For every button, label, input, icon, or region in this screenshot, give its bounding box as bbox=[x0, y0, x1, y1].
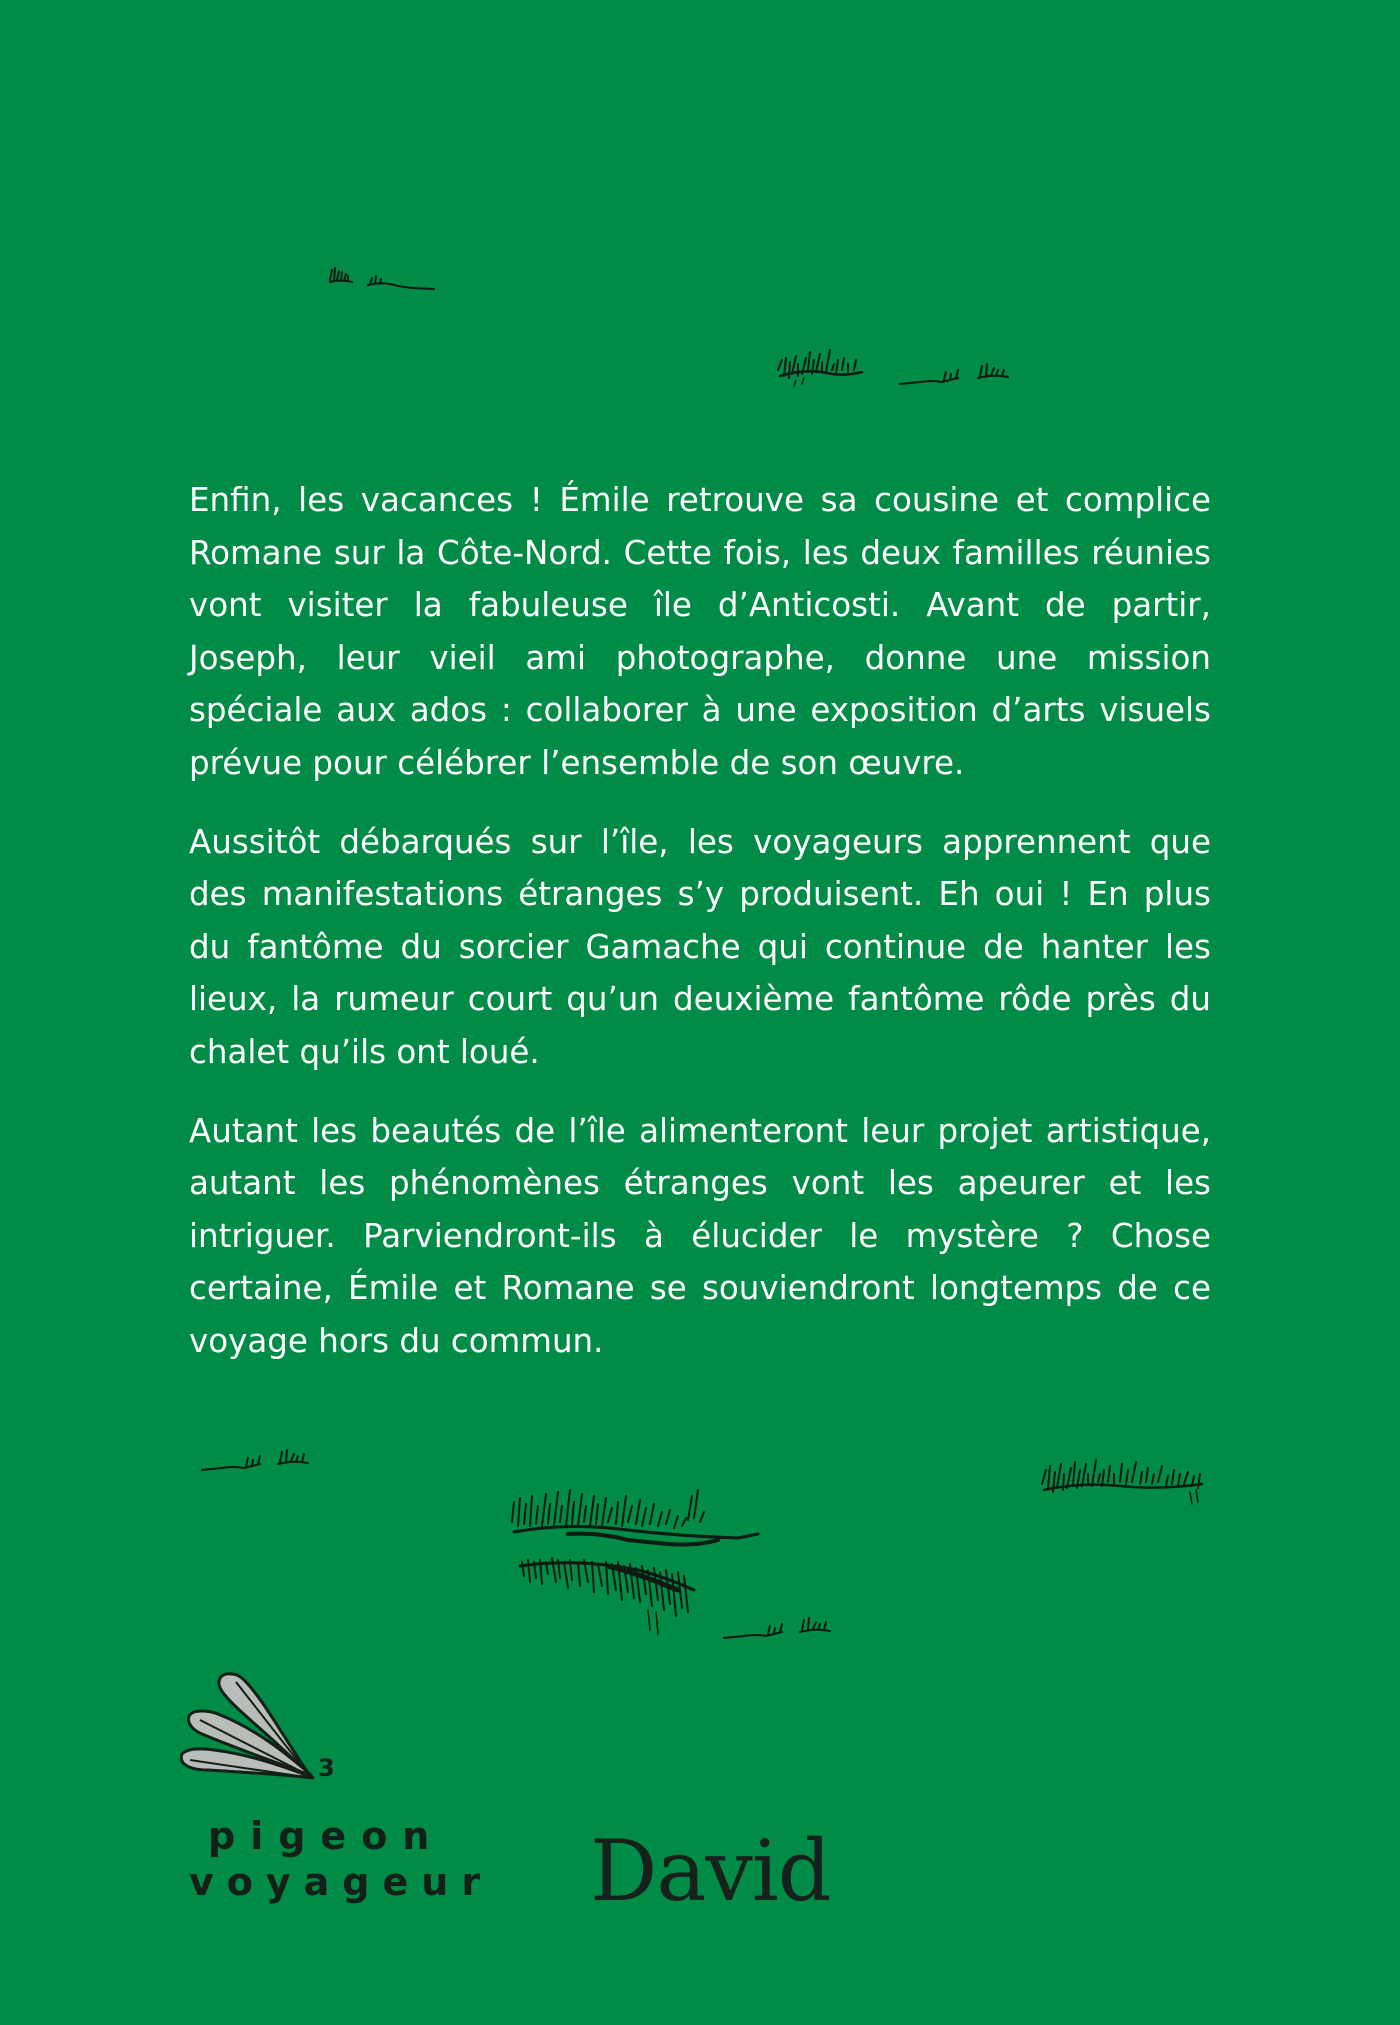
three-feathers-icon bbox=[180, 1668, 340, 1788]
blurb-text bbox=[189, 474, 1211, 1394]
grass-sketch-icon bbox=[328, 262, 448, 298]
blurb-paragraph: Autant les beautés de l’île alimenteront leur projet artistique, autant les phénomènes étranges vont les apeurer et les intriguer. Parviendront-ils à élucider le mystère ? Chose certaine, Émile et Romane se souviendront longtemps de ce voyage hors du commun. bbox=[189, 1111, 1211, 1360]
grass-sketch-icon bbox=[200, 1444, 312, 1476]
grass-sketch-icon bbox=[1040, 1452, 1208, 1524]
blurb-paragraph: Aussitôt débarqués sur l’île, les voyageurs apprennent que des manifestations étranges s’y produisent. Eh oui ! En plus du fantôme du sorcier Gamache qui continue de hanter les lieux, la rumeur court qu’un deuxième fantôme rôde près du chalet qu’ils ont loué. bbox=[189, 822, 1211, 1071]
blurb-paragraph: Enfin, les vacances ! Émile retrouve sa cousine et complice Romane sur la Côte-Nord. Cette fois, les deux familles réunies vont visiter la fabuleuse île d’Anticosti. Avant de partir, Joseph, leur vieil ami photographe, donne une mission spéciale aux ados : collaborer à une exposition d’arts visuels prévue pour célébrer l’ensemble de son œuvre. bbox=[189, 481, 1211, 782]
volume-number: 3 bbox=[318, 1754, 335, 1782]
series-name-line1: pigeon bbox=[208, 1814, 445, 1858]
grass-sketch-icon bbox=[776, 340, 876, 400]
grass-sketch-icon bbox=[722, 1610, 834, 1644]
grass-sketch-icon bbox=[898, 360, 1010, 390]
series-name-line2: voyageur bbox=[189, 1860, 494, 1904]
publisher-logo: David bbox=[590, 1822, 831, 1920]
series-logo bbox=[180, 1668, 494, 1928]
